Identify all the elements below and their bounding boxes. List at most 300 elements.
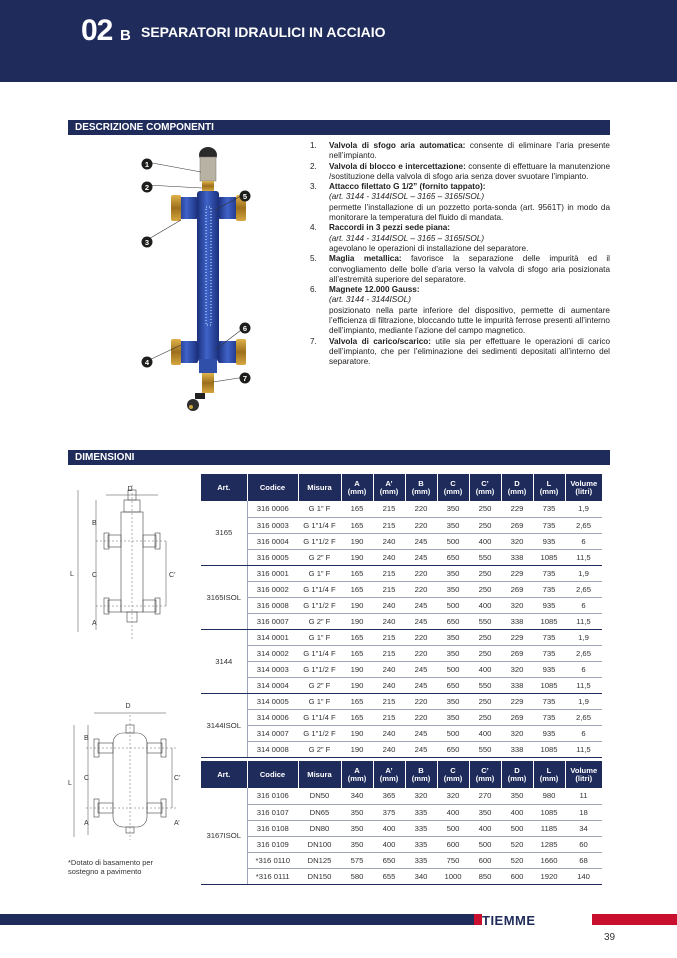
table-cell: 11,5 <box>565 677 602 693</box>
table-cell: DN100 <box>298 836 341 852</box>
callout-2-label: 2 <box>144 183 150 192</box>
col-header-b: B (mm) <box>405 761 437 788</box>
table-cell: G 1”1/2 F <box>298 533 341 549</box>
table-cell: 68 <box>565 852 602 868</box>
table-cell: 320 <box>501 661 533 677</box>
table-cell: 500 <box>437 820 469 836</box>
table-cell: *316 0110 <box>247 852 298 868</box>
component-text: favorisce la separazione delle impurità ed il convogliamento delle bolle d’aria verso la valvola di sfogo aria posizionata all’estremità superiore del separatore. <box>329 254 610 284</box>
col-header-d: D (mm) <box>501 761 533 788</box>
col-header-c: C (mm) <box>437 761 469 788</box>
table-row <box>201 533 602 549</box>
table-cell: 735 <box>533 581 565 597</box>
table-cell: 190 <box>341 549 373 565</box>
page-number: 39 <box>604 932 616 943</box>
table-cell: 350 <box>437 709 469 725</box>
col-header-d: D (mm) <box>501 474 533 501</box>
table-cell: 240 <box>373 661 405 677</box>
table-cell: 165 <box>341 709 373 725</box>
table-cell: 229 <box>501 629 533 645</box>
table-cell: 340 <box>405 868 437 884</box>
table-cell: G 1”1/4 F <box>298 709 341 725</box>
table-cell: 735 <box>533 501 565 517</box>
table-cell: 240 <box>373 725 405 741</box>
component-list <box>310 141 610 368</box>
table-cell: 1185 <box>533 820 565 836</box>
section-title-components: DESCRIZIONE COMPONENTI <box>75 122 214 133</box>
table-cell: 335 <box>405 804 437 820</box>
article-cell: 3144 <box>201 629 247 693</box>
table-cell: G 1”1/4 F <box>298 645 341 661</box>
table-cell: 735 <box>533 565 565 581</box>
callout-7-label: 7 <box>242 374 248 383</box>
table-cell: 215 <box>373 565 405 581</box>
table-cell: 650 <box>437 677 469 693</box>
table-cell: 1,9 <box>565 629 602 645</box>
component-title: Attacco filettato G 1/2” (fornito tappato): <box>329 182 486 192</box>
table-cell: 11 <box>565 788 602 804</box>
table-row <box>201 725 602 741</box>
table-cell: 220 <box>405 709 437 725</box>
table-cell: 350 <box>437 693 469 709</box>
table-cell: 350 <box>501 788 533 804</box>
table-row <box>201 693 602 709</box>
table-cell: 240 <box>373 549 405 565</box>
table-cell: 350 <box>341 820 373 836</box>
table-cell: 314 0006 <box>247 709 298 725</box>
col-header-b: B (mm) <box>405 474 437 501</box>
callout-2 <box>141 180 153 198</box>
table-cell: 400 <box>437 804 469 820</box>
table-cell: 314 0004 <box>247 677 298 693</box>
table-cell: 650 <box>437 549 469 565</box>
table-cell: 220 <box>405 693 437 709</box>
table-cell: 1085 <box>533 677 565 693</box>
table-cell: 335 <box>405 852 437 868</box>
col-header-misura: Misura <box>298 761 341 788</box>
table-cell: 350 <box>341 836 373 852</box>
table-cell: 1085 <box>533 613 565 629</box>
table-cell: 220 <box>405 517 437 533</box>
brand-logo <box>482 911 592 931</box>
table-cell: 190 <box>341 597 373 613</box>
col-header-a: A (mm) <box>341 474 373 501</box>
table-cell: 320 <box>405 788 437 804</box>
callout-5-label: 5 <box>242 192 248 201</box>
component-title: Maglia metallica: <box>329 254 402 264</box>
table-cell: 245 <box>405 661 437 677</box>
table-cell: 215 <box>373 581 405 597</box>
table-cell: 500 <box>437 725 469 741</box>
table-row <box>201 741 602 757</box>
table-cell: 220 <box>405 645 437 661</box>
col-header-c-prime: C’ (mm) <box>469 474 501 501</box>
table-cell: 316 0005 <box>247 549 298 565</box>
table-cell: 550 <box>469 741 501 757</box>
table-cell: 980 <box>533 788 565 804</box>
table-row <box>201 645 602 661</box>
table-cell: 240 <box>373 613 405 629</box>
table-cell: 250 <box>469 517 501 533</box>
table-cell: 165 <box>341 517 373 533</box>
callout-6-label: 6 <box>242 324 248 333</box>
table-cell: 338 <box>501 677 533 693</box>
article-cell: 3167ISOL <box>201 788 247 884</box>
component-number: 2. <box>310 161 317 171</box>
component-item <box>310 285 610 336</box>
table-cell: 11,5 <box>565 613 602 629</box>
table-cell: G 2” F <box>298 549 341 565</box>
table-cell: 335 <box>405 820 437 836</box>
table-cell: 1085 <box>533 549 565 565</box>
table-cell: 580 <box>341 868 373 884</box>
table-cell: 190 <box>341 613 373 629</box>
table-cell: 18 <box>565 804 602 820</box>
table-cell: 11,5 <box>565 741 602 757</box>
table-row <box>201 629 602 645</box>
callout-lines <box>135 150 265 390</box>
table-row <box>201 597 602 613</box>
table-cell: 400 <box>373 820 405 836</box>
table-cell: 350 <box>437 501 469 517</box>
table-cell: 350 <box>341 804 373 820</box>
table-cell: 190 <box>341 533 373 549</box>
table-row <box>201 868 602 884</box>
table-cell: 650 <box>373 852 405 868</box>
article-cell: 3144ISOL <box>201 693 247 757</box>
table-cell: 335 <box>405 836 437 852</box>
table-cell: 316 0002 <box>247 581 298 597</box>
table-cell: 316 0109 <box>247 836 298 852</box>
table-cell: 245 <box>405 597 437 613</box>
table-cell: 250 <box>469 581 501 597</box>
table-cell: 190 <box>341 741 373 757</box>
dim-label-c: C <box>84 775 90 782</box>
table-cell: 269 <box>501 517 533 533</box>
table-cell: 245 <box>405 533 437 549</box>
table-cell: G 1”1/2 F <box>298 725 341 741</box>
table-cell: 1085 <box>533 741 565 757</box>
table-cell: G 2” F <box>298 677 341 693</box>
table-cell: G 1” F <box>298 501 341 517</box>
table-cell: 316 0107 <box>247 804 298 820</box>
table-cell: G 1”1/4 F <box>298 517 341 533</box>
table-row <box>201 852 602 868</box>
table-cell: *316 0111 <box>247 868 298 884</box>
table-cell: 520 <box>501 852 533 868</box>
table-cell: 269 <box>501 709 533 725</box>
table-cell: 2,65 <box>565 709 602 725</box>
table-cell: 935 <box>533 533 565 549</box>
component-title: Magnete 12.000 Gauss: <box>329 285 420 295</box>
callout-1-label: 1 <box>144 160 150 169</box>
table-cell: 365 <box>373 788 405 804</box>
table-cell: 316 0108 <box>247 820 298 836</box>
table-cell: 575 <box>341 852 373 868</box>
table-cell: 400 <box>469 533 501 549</box>
table-cell: 316 0004 <box>247 533 298 549</box>
table-cell: 1000 <box>437 868 469 884</box>
table-cell: 314 0007 <box>247 725 298 741</box>
component-number: 3. <box>310 182 317 192</box>
component-number: 5. <box>310 254 317 264</box>
component-number: 7. <box>310 336 317 346</box>
table-cell: DN50 <box>298 788 341 804</box>
table-cell: 338 <box>501 613 533 629</box>
table-cell: 735 <box>533 645 565 661</box>
component-text: agevolano le operazioni di installazione del separatore. <box>329 243 529 253</box>
table-cell: 400 <box>501 804 533 820</box>
chapter-letter: B <box>120 27 131 44</box>
table-cell: 314 0001 <box>247 629 298 645</box>
table-cell: 6 <box>565 533 602 549</box>
dim-label-b: B <box>84 735 89 742</box>
col-header-art: Art. <box>201 761 247 788</box>
dim-label-a: A <box>84 820 89 827</box>
footnote: *Dotato di basamento per sostegno a pavimento <box>68 858 154 876</box>
table-cell: 314 0008 <box>247 741 298 757</box>
table-row <box>201 677 602 693</box>
table-cell: 338 <box>501 549 533 565</box>
col-header-misura: Misura <box>298 474 341 501</box>
table-cell: 250 <box>469 629 501 645</box>
table-cell: 350 <box>437 645 469 661</box>
table-cell: 655 <box>373 868 405 884</box>
table-cell: 269 <box>501 581 533 597</box>
table-cell: 1,9 <box>565 565 602 581</box>
table-cell: 240 <box>373 533 405 549</box>
table-cell: 1085 <box>533 804 565 820</box>
col-header-c: C (mm) <box>437 474 469 501</box>
table-cell: 735 <box>533 709 565 725</box>
table-cell: 1,9 <box>565 693 602 709</box>
table-body <box>201 501 602 757</box>
table-cell: 245 <box>405 613 437 629</box>
table-cell: 340 <box>341 788 373 804</box>
table-cell: 314 0005 <box>247 693 298 709</box>
callout-4-label: 4 <box>144 358 150 367</box>
article-cell: 3165ISOL <box>201 565 247 629</box>
table-cell: 215 <box>373 629 405 645</box>
component-number: 6. <box>310 285 317 295</box>
component-text: posizionato nella parte inferiore del dispositivo, permette di aumentare l’efficienza di filtrazione, bloccando tutte le impurità ferrose presenti all’interno dell’impianto, mediante l’azione del campo magnetico. <box>329 305 610 336</box>
table-cell: 250 <box>469 693 501 709</box>
article-cell: 3165 <box>201 501 247 565</box>
col-header-c-prime: C’ (mm) <box>469 761 501 788</box>
dimensions-table-threaded <box>201 474 602 758</box>
table-cell: 220 <box>405 565 437 581</box>
table-row <box>201 517 602 533</box>
callout-7 <box>239 371 251 389</box>
footer-band <box>0 914 505 925</box>
table-cell: 220 <box>405 581 437 597</box>
table-cell: 11,5 <box>565 549 602 565</box>
col-header-codice: Codice <box>247 761 298 788</box>
table-cell: 215 <box>373 709 405 725</box>
table-cell: 500 <box>501 820 533 836</box>
table-cell: G 1”1/2 F <box>298 661 341 677</box>
callout-3-label: 3 <box>144 238 150 247</box>
table-cell: 850 <box>469 868 501 884</box>
col-header-art: Art. <box>201 474 247 501</box>
table-cell: G 1” F <box>298 693 341 709</box>
table-cell: 229 <box>501 501 533 517</box>
col-header-volume: Volume (litri) <box>565 474 602 501</box>
section-title-dimensions: DIMENSIONI <box>75 452 135 463</box>
table-row <box>201 820 602 836</box>
dim-label-a-prime: A’ <box>174 820 180 827</box>
component-title: Raccordi in 3 pezzi sede piana: <box>329 223 451 233</box>
table-cell: 316 0008 <box>247 597 298 613</box>
table-cell: 600 <box>469 852 501 868</box>
dim-label-l: L <box>68 780 72 787</box>
table-row <box>201 581 602 597</box>
component-number: 4. <box>310 223 317 233</box>
table-cell: G 1” F <box>298 629 341 645</box>
table-cell: 245 <box>405 741 437 757</box>
table-cell: 400 <box>469 820 501 836</box>
table-cell: 1920 <box>533 868 565 884</box>
col-header-a: A (mm) <box>341 761 373 788</box>
table-cell: G 1”1/4 F <box>298 581 341 597</box>
table-cell: 316 0001 <box>247 565 298 581</box>
table-cell: 316 0106 <box>247 788 298 804</box>
table-cell: 220 <box>405 629 437 645</box>
table-cell: G 1”1/2 F <box>298 597 341 613</box>
brand-name: TIEMME <box>482 913 536 928</box>
table-cell: 500 <box>437 533 469 549</box>
table-cell: 229 <box>501 693 533 709</box>
table-cell: 270 <box>469 788 501 804</box>
component-title: Valvola di sfogo aria automatica: <box>329 141 466 150</box>
table-cell: 190 <box>341 725 373 741</box>
table-cell: 350 <box>437 565 469 581</box>
table-cell: 500 <box>437 661 469 677</box>
table-cell: G 2” F <box>298 613 341 629</box>
callout-4 <box>141 355 153 373</box>
table-cell: 250 <box>469 501 501 517</box>
table-cell: 6 <box>565 597 602 613</box>
table-cell: 350 <box>437 581 469 597</box>
table-row <box>201 661 602 677</box>
table-body <box>201 788 602 884</box>
table-cell: 165 <box>341 565 373 581</box>
dim-label-b: B <box>92 520 97 527</box>
table-row <box>201 788 602 804</box>
table-cell: 165 <box>341 501 373 517</box>
table-cell: 140 <box>565 868 602 884</box>
table-cell: 215 <box>373 693 405 709</box>
component-articles: (art. 3144 - 3144ISOL – 3165 – 3165ISOL) <box>329 233 485 243</box>
component-item <box>310 254 610 285</box>
table-cell: 350 <box>469 804 501 820</box>
table-cell: 735 <box>533 629 565 645</box>
dim-label-c: C <box>92 572 98 579</box>
table-cell: DN150 <box>298 868 341 884</box>
callout-5 <box>239 189 251 207</box>
table-cell: 240 <box>373 597 405 613</box>
table-cell: 320 <box>501 725 533 741</box>
table-cell: 245 <box>405 677 437 693</box>
table-cell: 500 <box>437 597 469 613</box>
table-cell: 229 <box>501 565 533 581</box>
col-header-a-prime: A’ (mm) <box>373 761 405 788</box>
table-row <box>201 565 602 581</box>
table-cell: 600 <box>501 868 533 884</box>
table-cell: G 2” F <box>298 741 341 757</box>
component-articles: (art. 3144 - 3144ISOL) <box>329 295 411 305</box>
table-cell: 375 <box>373 804 405 820</box>
col-header-a-prime: A’ (mm) <box>373 474 405 501</box>
table-cell: 1,9 <box>565 501 602 517</box>
table-cell: 215 <box>373 501 405 517</box>
table-cell: DN65 <box>298 804 341 820</box>
table-cell: 350 <box>437 629 469 645</box>
table-cell: 250 <box>469 645 501 661</box>
chapter-number: 02 <box>81 14 113 47</box>
table-cell: 316 0003 <box>247 517 298 533</box>
dim-label-d: D <box>127 486 133 493</box>
table-cell: DN125 <box>298 852 341 868</box>
component-text: consente di effettuare la manutenzione /sostituzione della valvola di sfogo aria senza dover svuotare l’impianto. <box>329 161 610 181</box>
col-header-volume: Volume (litri) <box>565 761 602 788</box>
table-cell: 269 <box>501 645 533 661</box>
col-header-l: L (mm) <box>533 761 565 788</box>
table-cell: 750 <box>437 852 469 868</box>
table-cell: 6 <box>565 661 602 677</box>
callout-3 <box>141 235 153 253</box>
component-item <box>310 182 610 223</box>
table-cell: 400 <box>469 661 501 677</box>
component-text: consente di eliminare l’aria presente nell’impianto. <box>329 141 610 161</box>
table-cell: 314 0002 <box>247 645 298 661</box>
dim-label-a: A <box>92 620 97 627</box>
col-header-l: L (mm) <box>533 474 565 501</box>
table-cell: 500 <box>469 836 501 852</box>
dim-label-c-prime: C’ <box>169 572 176 579</box>
dim-label-d: D <box>125 703 131 710</box>
table-cell: 320 <box>437 788 469 804</box>
table-cell: 316 0007 <box>247 613 298 629</box>
table-cell: 520 <box>501 836 533 852</box>
table-cell: DN80 <box>298 820 341 836</box>
component-item <box>310 223 610 254</box>
table-row <box>201 613 602 629</box>
table-row <box>201 836 602 852</box>
dim-label-l: L <box>70 571 74 578</box>
table-cell: 220 <box>405 501 437 517</box>
section-bar-components <box>68 120 610 135</box>
dimensions-table-flanged <box>201 761 602 885</box>
dim-label-c-prime: C’ <box>174 775 181 782</box>
col-header-codice: Codice <box>247 474 298 501</box>
component-text: permette l’installazione di un pozzetto porta-sonda (art. 9561T) in modo da monitorare la temperatura del fluido di mandata. <box>329 202 610 223</box>
table-cell: 314 0003 <box>247 661 298 677</box>
section-bar-dimensions <box>68 450 610 465</box>
table-cell: 320 <box>501 597 533 613</box>
table-cell: 165 <box>341 629 373 645</box>
chapter-title: SEPARATORI IDRAULICI IN ACCIAIO <box>141 24 386 40</box>
table-cell: 1285 <box>533 836 565 852</box>
table-cell: 165 <box>341 645 373 661</box>
table-row <box>201 501 602 517</box>
table-cell: 400 <box>373 836 405 852</box>
table-cell: 240 <box>373 741 405 757</box>
table-cell: 245 <box>405 725 437 741</box>
component-articles: (art. 3144 - 3144ISOL – 3165 – 3165ISOL) <box>329 192 485 202</box>
table-cell: 400 <box>469 597 501 613</box>
table-cell: 250 <box>469 565 501 581</box>
